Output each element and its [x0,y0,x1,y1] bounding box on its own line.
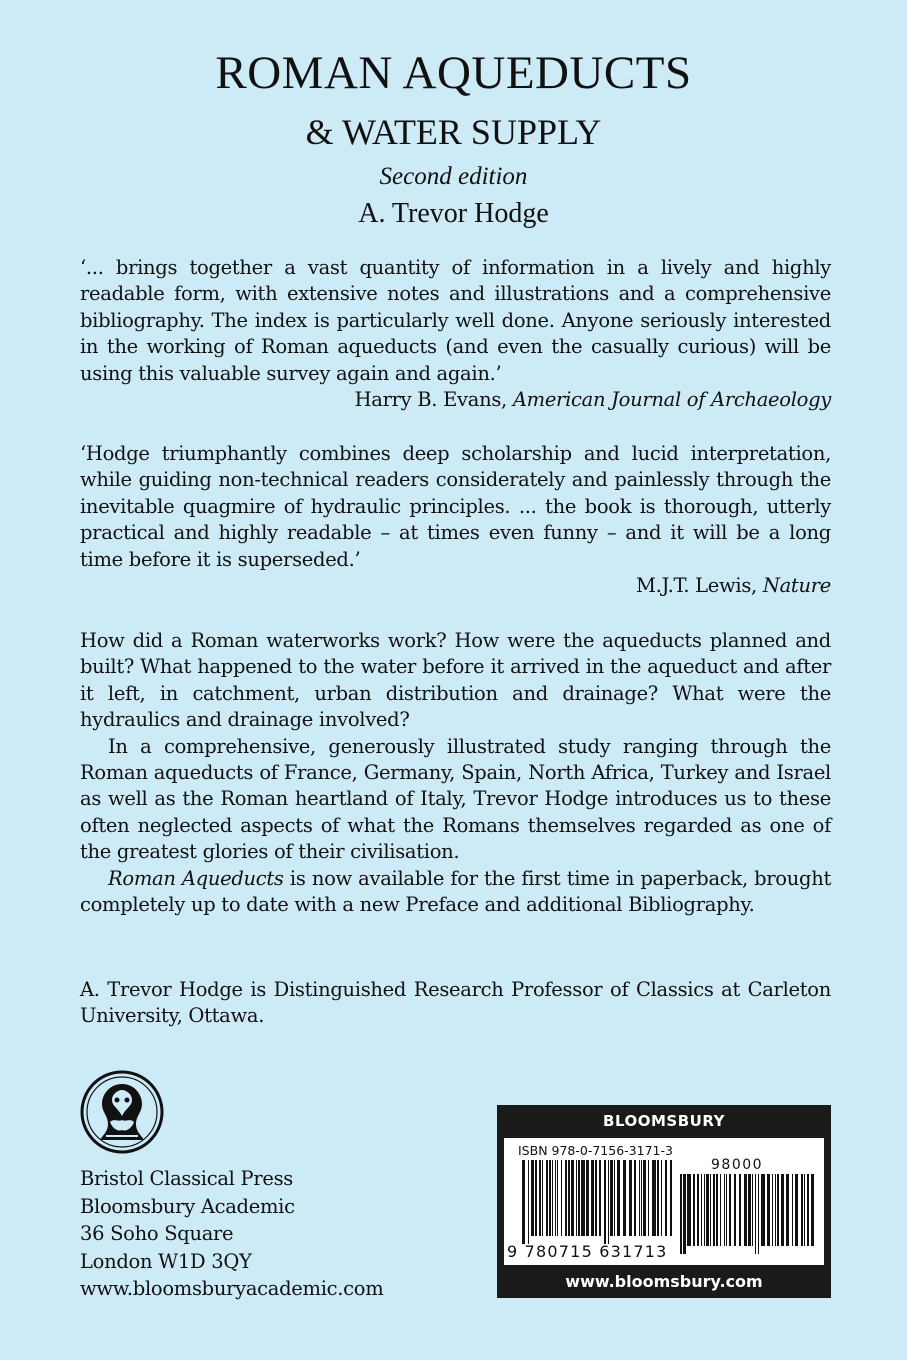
review-1-quote: ‘... brings together a vast quantity of information in a lively and highly readable form, with extensive notes and illustrations and a comprehensive bibliography. The index is particularly well done. Anyone seriously interested in the working of Roman aqueducts (and even the casually curious) will be using this valuable survey again and again.’ [80,256,831,385]
barcode-bar [772,1174,773,1246]
publisher-url: www.bloomsbury.com [565,1272,763,1291]
barcode-bar [720,1174,721,1246]
barcode-bar [704,1174,705,1246]
barcode-bar [641,1160,642,1236]
ean-number: 9 780715 631713 [507,1242,668,1261]
barcode-bar [739,1174,741,1246]
barcode-area [504,1138,824,1265]
barcode-bar [775,1174,776,1246]
barcode-bar [595,1160,597,1236]
barcode-bar [758,1174,759,1254]
barcode-bar [610,1160,613,1236]
barcode-bar [555,1160,556,1236]
review-1 [80,255,831,413]
barcode-bar [571,1160,574,1236]
barcode-bar [614,1160,615,1236]
barcode-bar [710,1174,711,1246]
bristol-classical-press-seal-icon [80,1070,164,1154]
price-code: 98000 [711,1157,764,1173]
barcode-bar [552,1160,553,1236]
barcode-bar [693,1174,695,1246]
review-2-quote: ‘Hodge triumphantly combines deep scholarship and lucid interpretation, while guiding non-technical readers considerately and painlessly through the inevitable quagmire of hydraulic principles. ... the book is thorough, utterly practical and highly readable – at times even funny – and it will be a long time before it is superseded.’ [80,442,831,571]
barcode-bar [586,1160,589,1236]
barcode-bar [576,1160,577,1236]
book-title: ROMAN AQUEDUCTS [215,47,692,99]
book-description [80,628,831,918]
isbn-label: ISBN 978-0-7156-3171-3 [518,1143,673,1158]
publisher-address [80,1165,383,1303]
description-book-title: Roman Aqueducts [108,866,284,890]
barcode-bar [795,1174,798,1246]
barcode-bar [807,1174,809,1246]
barcode-bar [752,1174,753,1246]
review-1-reviewer: Harry B. Evans, [354,388,513,412]
barcode-bar [561,1160,562,1236]
description-paragraph-2: In a comprehensive, generously illustrated study ranging through the Roman aqueducts of France, Germany, Spain, North Africa, Turkey and Israel as well as the Roman heartland of Italy, Trevor Hodge introduces us to these often neglected aspects of what the Romans themselves regarded as one of the greatest glories of their civilisation. [80,734,831,864]
author-name: A. Trevor Hodge [358,198,549,229]
barcode-bar [604,1160,606,1244]
barcode-bar [542,1160,543,1236]
barcode-panel [497,1105,831,1298]
barcode-bar [744,1174,747,1246]
barcode-bar [657,1160,659,1236]
publisher-line-2: Bloomsbury Academic [80,1194,295,1218]
barcode-bar [683,1174,686,1254]
barcode-bar [729,1174,731,1246]
review-2-attribution [80,573,831,599]
barcode-bar [578,1160,580,1236]
barcode-bar [634,1160,636,1236]
barcode-bar [804,1174,805,1246]
barcode-bar [539,1160,541,1236]
barcode-bar [767,1174,770,1246]
barcode-bar [639,1160,640,1236]
barcode-bar [713,1174,715,1246]
barcode-bar [531,1160,534,1236]
barcode-bar [617,1160,620,1236]
barcode-bar [557,1160,558,1236]
barcode-bar [716,1174,718,1246]
barcode-bar [755,1174,756,1254]
barcode-bar [786,1174,789,1246]
barcode-bar [687,1174,691,1246]
barcode-bar [608,1160,609,1244]
barcode-bar [781,1174,784,1246]
barcode-bar [522,1160,525,1244]
barcode-bar [568,1160,570,1236]
barcode-bar [661,1160,662,1236]
edition-label: Second edition [379,163,528,190]
publisher-line-1: Bristol Classical Press [80,1167,294,1190]
barcode-bar [697,1174,699,1246]
barcode-bar [724,1174,725,1246]
barcode-bar [665,1160,667,1236]
barcode-bar [701,1174,702,1246]
barcode-bar [643,1160,646,1236]
barcode-bar [734,1174,736,1246]
barcode-bar [801,1174,803,1246]
review-2 [80,441,831,599]
barcode-bar [565,1160,567,1236]
review-2-source: Nature [762,574,831,598]
review-1-source: American Journal of Archaeology [512,388,831,412]
barcode-bar [726,1174,727,1246]
barcode-brand: BLOOMSBURY [603,1112,725,1130]
barcode-bar [761,1174,765,1246]
review-2-reviewer: M.J.T. Lewis, [636,574,763,598]
barcode-bar [792,1174,793,1246]
barcode-bar [652,1160,656,1236]
barcode-bar [777,1174,779,1246]
barcode-bar [629,1160,632,1236]
description-paragraph-3-text: is now available for the first time in paperback, brought completely up to date with a new Preface and additional Bibliography. [80,866,831,917]
barcode-bar [706,1174,709,1246]
description-paragraph-1: How did a Roman waterworks work? How were the aqueducts planned and built? What happened to the water before it arrived in the aqueduct and after it left, in catchment, urban distribution and drainage? What were the hydraulics and drainage involved? [80,629,831,732]
barcode-bar [670,1160,672,1236]
barcode-bar [599,1160,601,1236]
barcode-bar [623,1160,626,1236]
barcode-bar [528,1160,529,1244]
barcode-bar [680,1174,682,1254]
barcode-bar [581,1160,585,1236]
barcode-bar [535,1160,537,1236]
description-paragraph-3 [80,866,831,919]
publisher-line-4: London W1D 3QY [80,1249,252,1273]
review-1-attribution [80,387,831,413]
barcode-bar [648,1160,649,1236]
barcode-bar [546,1160,548,1236]
barcode-bar [811,1174,814,1246]
publisher-line-3: 36 Soho Square [80,1222,234,1245]
publisher-website: www.bloomsburyacademic.com [80,1277,384,1300]
barcode-bar [748,1174,751,1246]
barcode-bar [591,1160,594,1236]
book-subtitle: & WATER SUPPLY [305,112,602,152]
author-bio: A. Trevor Hodge is Distinguished Research Professor of Classics at Carleton University, Ottawa. [80,978,831,1028]
barcode-bar [549,1160,551,1236]
